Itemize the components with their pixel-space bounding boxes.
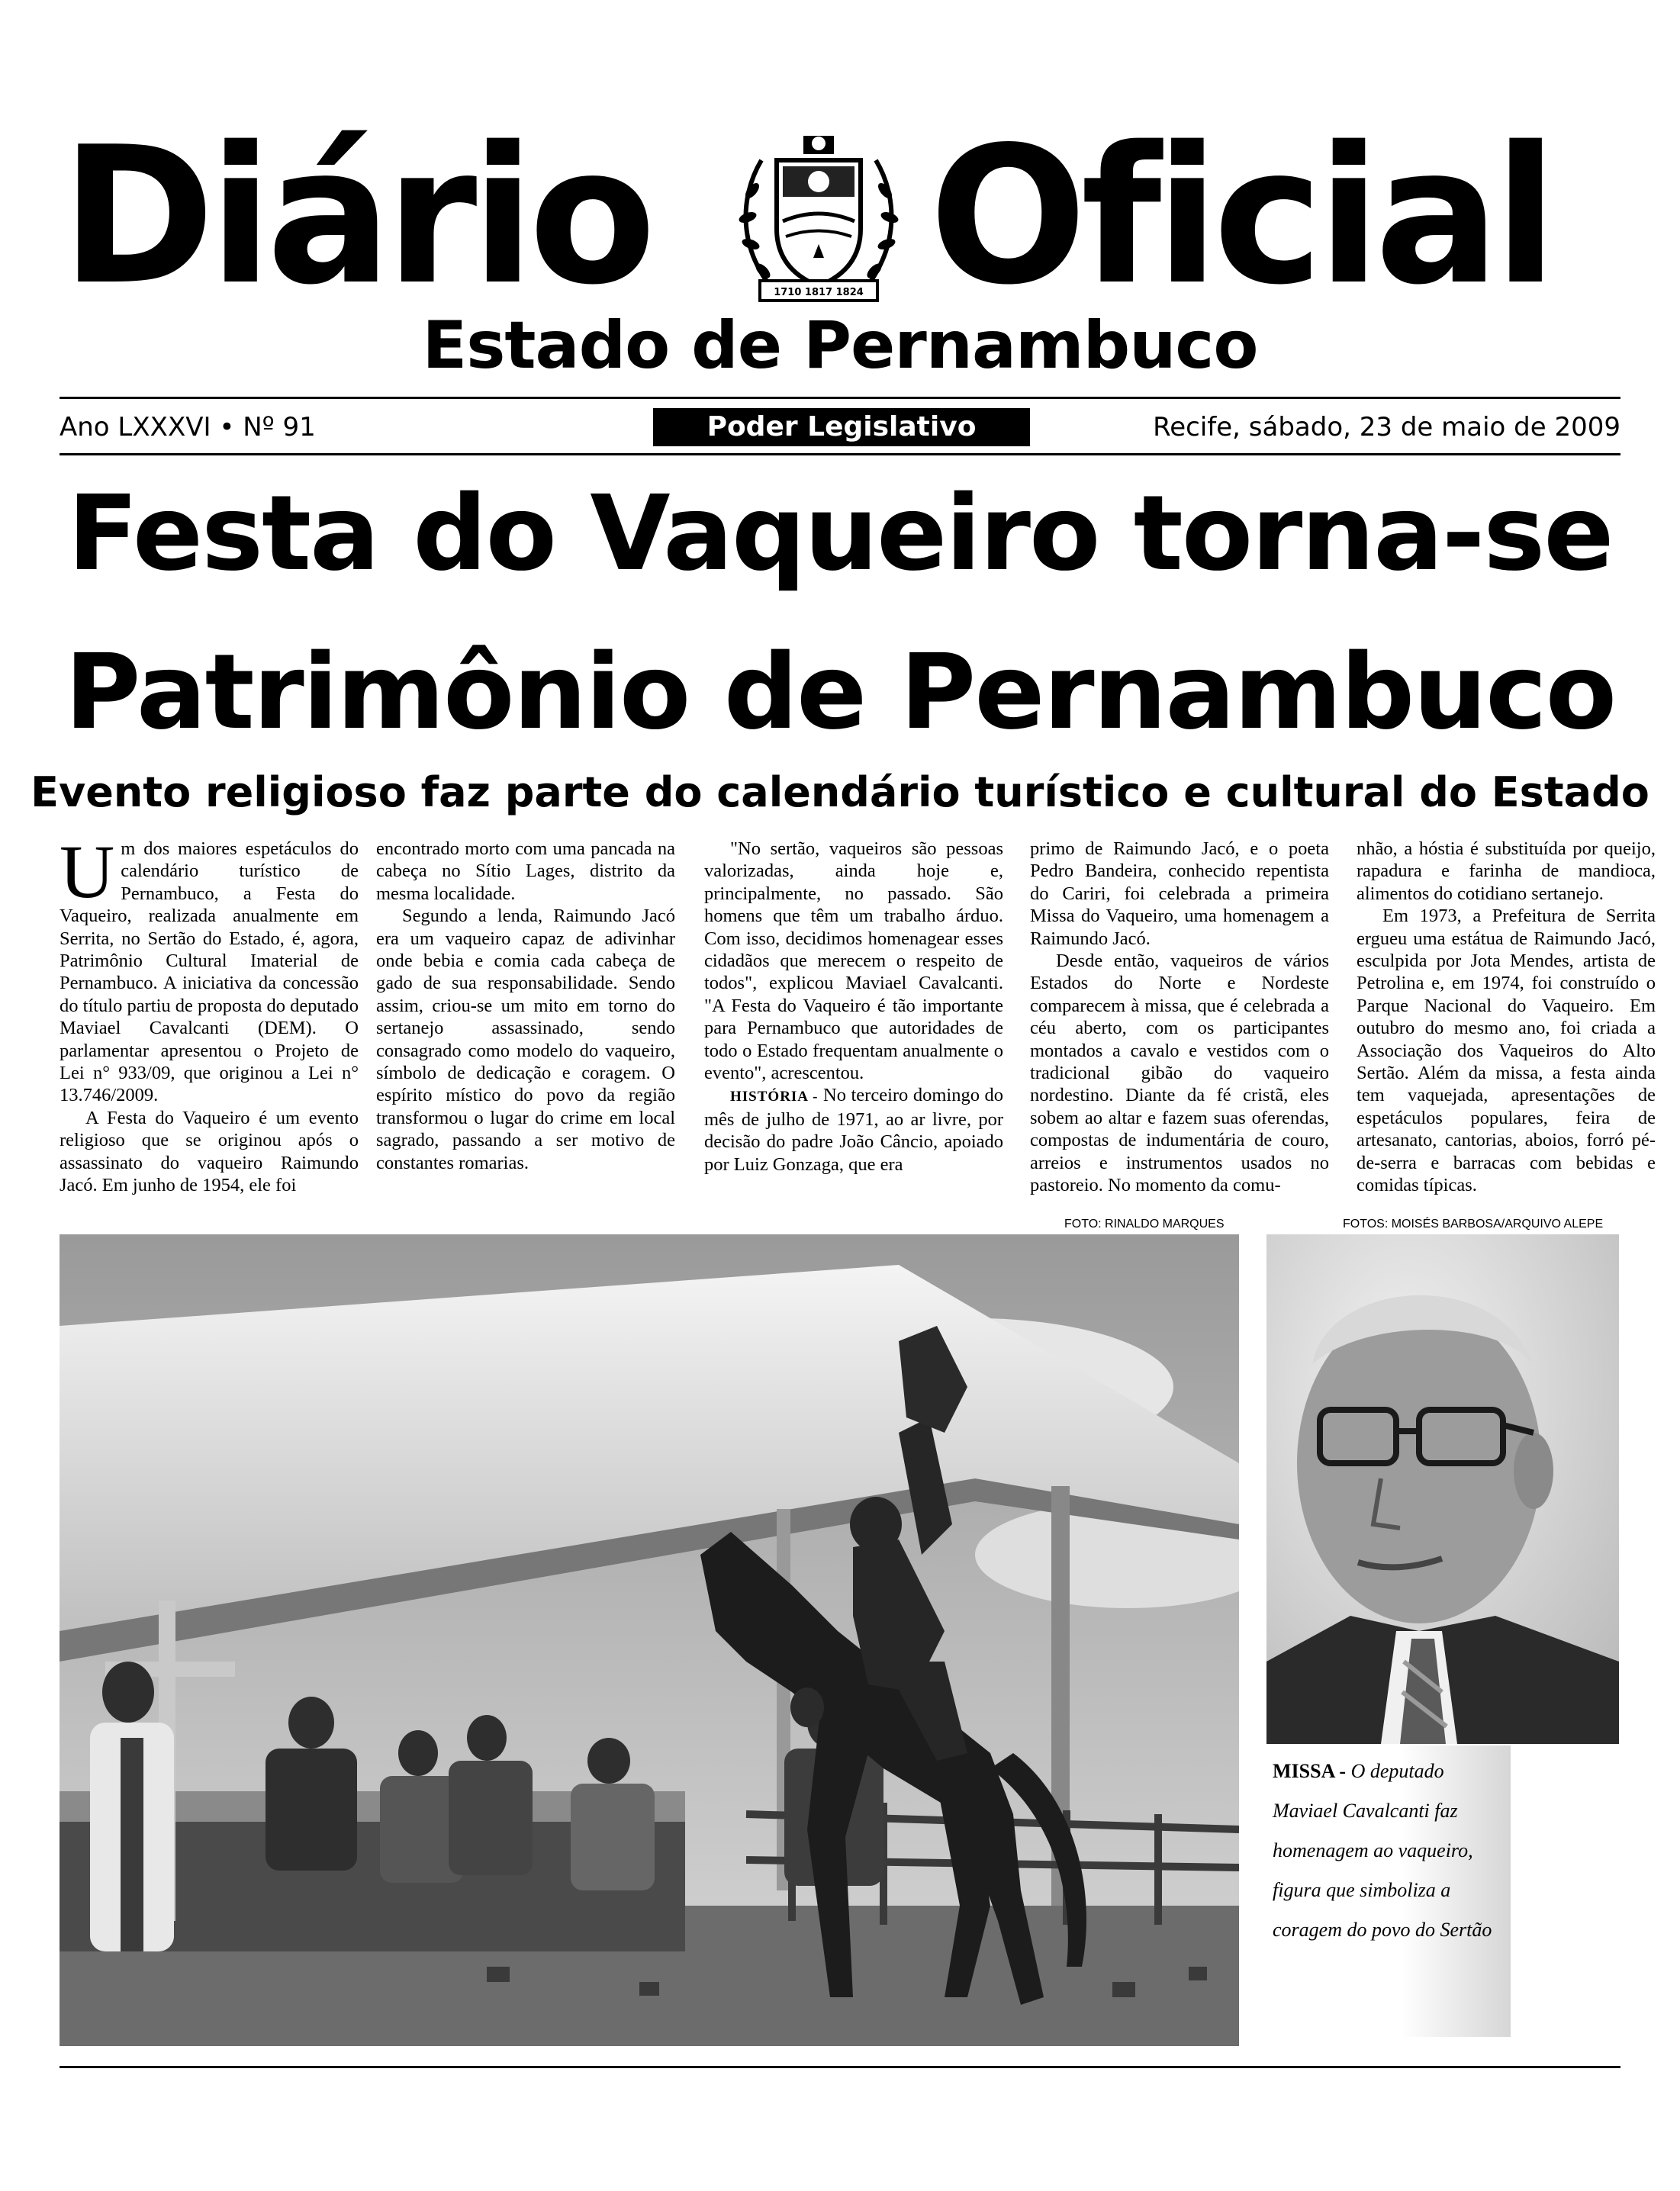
col5-paragraph-2: Em 1973, a Prefeitura de Serrita ergueu uma estátua de Raimundo Jacó, esculpida por Jota Mendes, artista de Petrolina e, em 1974, foi construído o Parque Nacional do Vaqueiro. Em outubro do mesmo ano, foi criada a Associação dos Vaqueiros do Alto Sertão. Além da missa, a festa ainda tem vaquejada, apresentações de espetáculos populares, feira de artesanato, cantorias, aboios, forró pé-de-serra e barracas com bebidas e comidas típicas. [1357, 906, 1656, 1196]
section-label: Poder Legislativo [653, 408, 1030, 446]
caption-lead: MISSA - [1273, 1760, 1347, 1782]
article-column-1 [60, 838, 359, 1211]
col2-paragraph-1: encontrado morto com uma pancada na cabeça no Sítio Lages, distrito da mesma localidade. [376, 838, 675, 904]
horse-rider-photo [60, 1234, 1239, 2046]
article-column-3 [704, 838, 1003, 1211]
col2-paragraph-2: Segundo a lenda, Raimundo Jacó era um vaqueiro capaz de adivinhar onde bebia e comia cada cabeça de gado de sua responsabilidade. Sendo assim, criou-se um mito em torno do sertanejo assassinado, sendo consagrado como modelo do vaqueiro, símbolo de dedicação e coragem. O espírito místico do povo da região transformou o lugar do crime em local sagrado, passando a ser motivo de constantes romarias. [376, 906, 675, 1173]
masthead-subtitle: Estado de Pernambuco [422, 307, 1258, 384]
masthead-title-right: Oficial [929, 107, 1552, 327]
footer-rule [60, 2066, 1620, 2068]
col3-paragraph-1: "No sertão, vaqueiros são pessoas valorizadas, ainda hoje e, principalmente, no passado. São homens que têm um trabalho árduo. Com isso, decidimos homenagear esses cidadãos que merecem o respeito de todos", explicou Maviael Cavalcanti. "A Festa do Vaqueiro é tão importante para Pernambuco que autoridades de todo o Estado frequentam anualmente o evento", acrescentou. [704, 838, 1003, 1084]
col3-paragraph-2: No terceiro domingo do mês de julho de 1971, ao ar livre, por decisão do padre João Câncio, apoiado por Luiz Gonzaga, que era [704, 1085, 1003, 1175]
caption-text: O deputado Maviael Cavalcanti faz homenagem ao vaqueiro, figura que simboliza a coragem do povo do Sertão [1273, 1760, 1492, 1941]
headline-line-1: Festa do Vaqueiro torna-se [67, 474, 1613, 594]
edition-number: Ano LXXXVI • Nº 91 [60, 412, 316, 442]
photo-caption [1273, 1752, 1501, 1950]
article-column-4 [1030, 838, 1329, 1211]
article-column-5 [1357, 838, 1656, 1211]
col5-paragraph-1: nhão, a hóstia é substituída por queijo, rapadura e farinha de mandioca, alimentos do cotidiano sertanejo. [1357, 838, 1656, 904]
publication-date: Recife, sábado, 23 de maio de 2009 [1153, 412, 1620, 442]
dropcap: U [60, 838, 115, 914]
deputy-portrait-photo [1266, 1234, 1619, 1744]
subheadline: Evento religioso faz parte do calendário turístico e cultural do Estado [31, 768, 1649, 816]
photo-credit-portrait: FOTOS: MOISÉS BARBOSA/ARQUIVO ALEPE [1343, 1218, 1604, 1231]
headline-line-2: Patrimônio de Pernambuco [64, 632, 1616, 753]
photo-credit-main: FOTO: RINALDO MARQUES [1064, 1218, 1225, 1231]
col4-paragraph-1: primo de Raimundo Jacó, e o poeta Pedro Bandeira, conhecido repentista do Cariri, foi celebrada a primeira Missa do Vaqueiro, uma homenagem a Raimundo Jacó. [1030, 838, 1329, 949]
article-column-2 [376, 838, 675, 1211]
col4-paragraph-2: Desde então, vaqueiros de vários Estados do Norte e Nordeste comparecem à missa, que é celebrada a céu aberto, com os participantes montados a cavalo e vestidos com o tradicional gibão do vaqueiro nordestino. Diante da fé cristã, eles sobem ao altar e fazem suas oferendas, compostas de indumentária de couro, arreios e instrumentos usados no pastoreio. No momento da comu- [1030, 951, 1329, 1196]
coat-of-arms-icon [731, 130, 906, 313]
col1-paragraph-1: m dos maiores espetáculos do calendário turístico de Pernambuco, a Festa do Vaqueiro, realizada anualmente em Serrita, no Sertão do Estado, é, agora, Patrimônio Cultural Imaterial de Pernambuco. A iniciativa da concessão do título partiu de proposta do deputado Maviael Cavalcanti (DEM). O parlamentar apresentou o Projeto de Lei n° 933/09, que originou a Lei n° 13.746/2009. [60, 838, 359, 1106]
bottom-rule [60, 453, 1620, 455]
history-label: HISTÓRIA - [730, 1089, 819, 1105]
masthead-title-left: Diário [61, 107, 651, 327]
col1-paragraph-2: A Festa do Vaqueiro é um evento religioso que se originou após o assassinato do vaqueiro Raimundo Jacó. Em junho de 1954, ele foi [60, 1107, 359, 1196]
top-rule [60, 397, 1620, 399]
seal-ribbon-text: 1710 1817 1824 [774, 287, 864, 298]
